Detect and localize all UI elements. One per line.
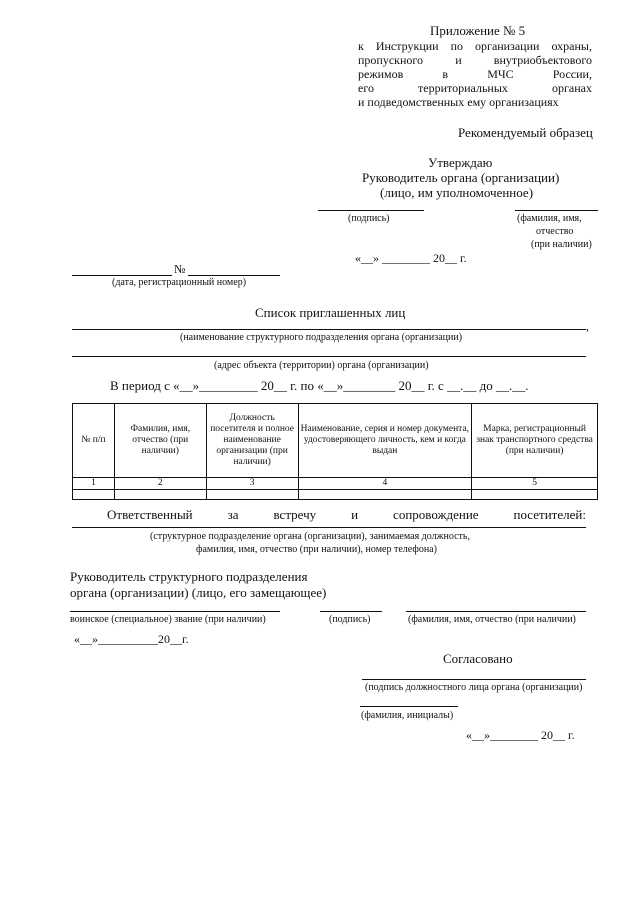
approve-name-caption-2: отчество [536,226,574,237]
agreed-date: «__»________ 20__ г. [466,728,575,742]
registration-caption: (дата, регистрационный номер) [112,277,247,288]
list-title: Список приглашенных лиц [255,305,406,320]
header-position: Должность посетителя и полное наименование организации (при наличии) [206,404,298,478]
agreed-signature-caption: (подпись должностного лица органа (организации) [365,682,583,693]
registration-date-line [72,275,172,276]
agreed-initials-caption: (фамилия, инициалы) [361,710,454,721]
address-caption: (адрес объекта (территории) органа (организации) [214,360,429,371]
responsible-person-line [72,527,586,528]
registration-number-sign: № [174,262,186,276]
appendix-line-2: пропускного и внутриобъектового [358,53,592,67]
column-number-4: 4 [298,478,472,490]
unit-line [72,329,586,330]
signature-line [318,210,424,211]
column-number-5: 5 [472,478,598,490]
approve-line-1: Руководитель органа (организации) [362,170,560,185]
head-line-2: органа (организации) (лицо, его замещающее) [70,585,327,600]
header-vehicle: Марка, регистрационный знак транспортного средства (при наличии) [472,404,598,478]
head-signature-line [320,611,382,612]
column-number-1: 1 [73,478,115,490]
head-line-1: Руководитель структурного подразделения [70,569,308,584]
responsible-line: Ответственный за встречу и сопровождение посетителей: [107,507,586,522]
approve-title: Утверждаю [428,155,493,170]
table-number-row [73,478,598,490]
approve-date: «__» ________ 20__ г. [355,251,467,265]
period-line: В период с «__»_________ 20__ г. по «__»________ 20__ г. с __.__ до __.__. [110,378,529,393]
unit-comma: , [586,319,589,333]
head-date: «__»__________20__г. [74,632,189,646]
head-name-caption: (фамилия, имя, отчество (при наличии) [408,614,576,625]
agreed-signature-line [362,679,586,680]
table-row [73,489,598,499]
agreed-title: Согласовано [443,651,513,666]
table-header-row [73,404,598,478]
column-number-3: 3 [206,478,298,490]
responsible-caption-2: фамилия, имя, отчество (при наличии), номер телефона) [196,544,437,555]
appendix-title: Приложение № 5 [430,23,526,38]
header-number: № п/п [73,404,115,478]
approve-name-caption-1: (фамилия, имя, [517,213,582,224]
head-name-line [406,611,586,612]
rank-caption: воинское (специальное) звание (при наличии) [70,614,266,625]
agreed-initials-line [360,706,458,707]
column-number-2: 2 [114,478,206,490]
approve-signature-caption: (подпись) [348,213,390,224]
appendix-line-5: и подведомственных ему организациях [358,95,559,109]
registration-number-line [188,275,280,276]
header-document: Наименование, серия и номер документа, удостоверяющего личность, кем и когда выдан [298,404,472,478]
unit-caption: (наименование структурного подразделения органа (организации) [180,332,463,343]
appendix-line-3: режимов в МЧС России, [358,67,592,81]
approve-line-2: (лицо, им уполномоченное) [380,185,534,200]
address-line [72,356,586,357]
name-line [515,210,598,211]
appendix-line-4: его территориальных органах [358,81,592,95]
header-full-name: Фамилия, имя, отчество (при наличии) [114,404,206,478]
rank-line [70,611,280,612]
approve-name-caption-3: (при наличии) [531,239,592,250]
head-signature-caption: (подпись) [329,614,371,625]
appendix-line-1: к Инструкции по организации охраны, [358,39,592,53]
recommended-sample: Рекомендуемый образец [458,125,593,140]
visitors-table [72,403,598,500]
responsible-caption-1: (структурное подразделение органа (организации), занимаемая должность, [150,531,470,542]
